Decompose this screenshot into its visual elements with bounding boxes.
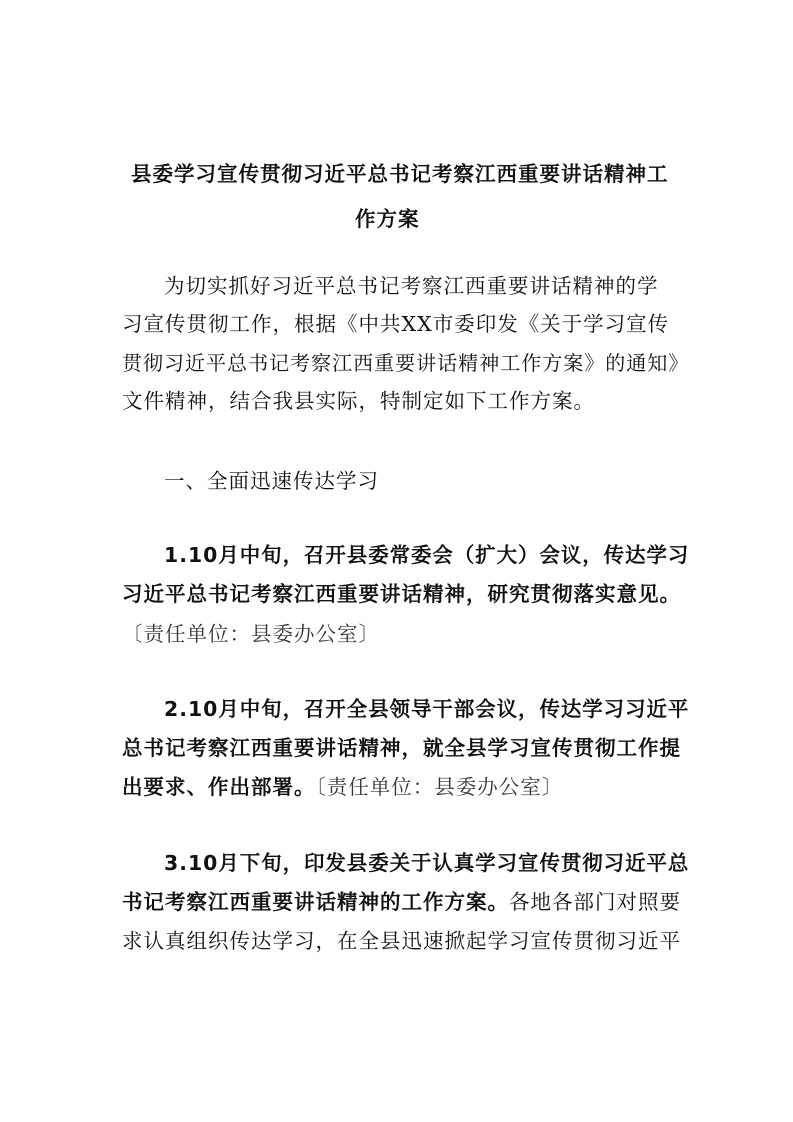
item-2-line-2: 总书记考察江西重要讲话精神，就全县学习宣传贯彻工作提 (122, 736, 681, 760)
intro-line-2: 习宣传贯彻工作，根据《中共XX市委印发《关于学习宣传 (122, 312, 670, 336)
item-1-line-1: 1.10月中旬，召开县委常委会（扩大）会议，传达学习 (164, 543, 690, 567)
item-2-line-3-bold: 出要求、作出部署。 (122, 775, 316, 799)
item-3-line-2 (122, 888, 681, 916)
section-heading: 一、全面迅速传达学习 (164, 469, 379, 493)
item-3-line-2-normal: 各地各部门对照要 (509, 890, 681, 914)
item-1-line-2: 习近平总书记考察江西重要讲话精神，研究贯彻落实意见。 (122, 582, 681, 606)
item-3-line-1: 3.10月下旬，印发县委关于认真学习宣传贯彻习近平总 (164, 851, 690, 875)
intro-line-1: 为切实抓好习近平总书记考察江西重要讲话精神的学 (164, 274, 659, 298)
item-2-line-3 (122, 773, 563, 801)
doc-title-line-2: 作方案 (355, 207, 420, 231)
item-2-responsibility: 〔责任单位：县委办公室〕 (315, 775, 564, 799)
doc-title-line-1: 县委学习宣传贯彻习近平总书记考察江西重要讲话精神工 (131, 162, 669, 186)
item-3-line-3: 求认真组织传达学习，在全县迅速掀起学习宣传贯彻习近平 (122, 929, 681, 953)
intro-line-4: 文件精神，结合我县实际，特制定如下工作方案。 (122, 389, 595, 413)
item-3-line-2-bold: 书记考察江西重要讲话精神的工作方案。 (122, 890, 509, 914)
intro-line-3: 贯彻习近平总书记考察江西重要讲话精神工作方案》的通知》 (122, 351, 690, 375)
item-2-line-1: 2.10月中旬，召开全县领导干部会议，传达学习习近平 (164, 697, 690, 721)
item-1-responsibility: 〔责任单位：县委办公室〕 (122, 622, 380, 646)
